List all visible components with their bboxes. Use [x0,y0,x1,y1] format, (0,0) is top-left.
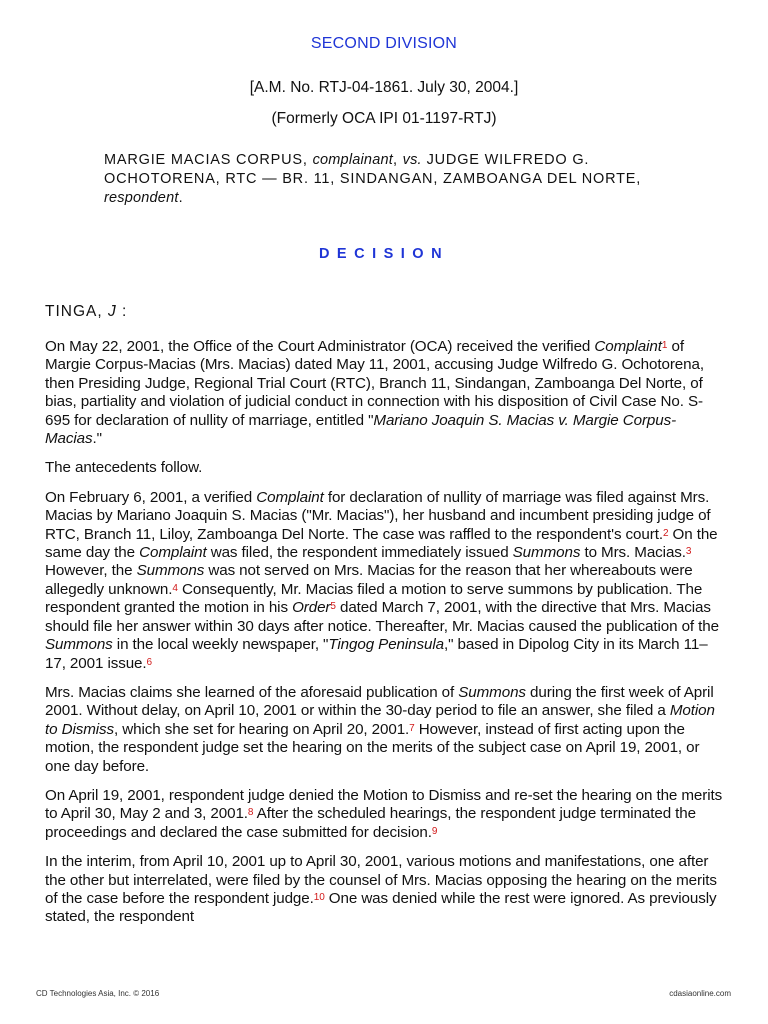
case-parties: MARGIE MACIAS CORPUS, complainant, vs. JUDGE WILFREDO G. OCHOTORENA, RTC — BR. 11, SINDANGAN, ZAMBOANGA DEL NORTE, respondent. [104,152,642,206]
paragraph-1: On May 22, 2001, the Office of the Court Administrator (OCA) received the verified Complaint$^1$ of Margie Corpus-Macias (Mrs. Macias) dated May 11, 2001, accusing Judge Wilfredo G. Ochotorena, then Presiding Judge, Regional Trial Court (RTC), Branch 11, Sindangan, Zamboanga Del Norte, of bias, partiality and violation of judicial conduct in connection with his disposition of Civil Case No. S-695 for declaration of nullity of marriage, entitled "Mariano Joaquin S. Macias v. Margie Corpus-Macias." [45,338,704,448]
footer-copyright: CD Technologies Asia, Inc. © 2016 [36,989,160,998]
ponente-colon: : [122,303,128,320]
paragraph-4: Mrs. Macias claims she learned of the aforesaid publication of Summons during the first week of April 2001. Without delay, on April 10, 2001 or within the 30-day period to file an answer, she filed a Motion to Dismiss, which she set for hearing on April 20, 2001.$^7$ However, instead of first acting upon the motion, the respondent judge set the hearing on the merits of the subject case on April 19, 2001, or one day before. [45,683,715,775]
ponente-suffix: J [107,303,117,320]
complainant-role: complainant [312,152,393,168]
footnote-link[interactable]: 8 [247,807,254,819]
respondent-role: respondent [104,190,179,206]
footnote-link[interactable]: 6 [146,656,152,668]
complainant-name: MARGIE MACIAS CORPUS [104,152,303,168]
decision-body [45,338,725,938]
paragraph-6: In the interim, from April 10, 2001 up to April 30, 2001, various motions and manifestations, one after the other but interrelated, were filed by the counsel of Mrs. Macias opposing the hearing on the merits of the case before the respondent judge.$^{10}$ One was denied while the rest were ignored. As previously stated, the respondent [45,853,717,926]
paragraph-3: On February 6, 2001, a verified Complaint for declaration of nullity of marriage was filed against Mrs. Macias by Mariano Joaquin S. Macias ("Mr. Macias"), her husband and incumbent presiding judge of RTC, Branch 11, Liloy, Zamboanga Del Norte. The case was raffled to the respondent's court.$^2$ On the same day the Complaint was filed, the respondent immediately issued Summons to Mrs. Macias.$^3$ However, the Summons was not served on Mrs. Macias for the reason that her whereabouts were allegedly unknown.$^4$ Consequently, Mr. Macias filed a motion to serve summons by publication. The respondent granted the motion in his Order$^5$ dated March 7, 2001, with the directive that Mrs. Macias should file her answer within 30 days after notice. Thereafter, Mr. Macias caused the publication of the Summons in the local weekly newspaper, "Tingog Peninsula," based in Dipolog City in its March 11–17, 2001 issue.$^6$ [45,488,719,672]
footnote-link[interactable]: 3 [685,546,692,558]
decision-heading: DECISION [318,246,450,262]
respondent-name: JUDGE WILFREDO G. OCHOTORENA, RTC — BR. 11, SINDANGAN, ZAMBOANGA DEL NORTE [104,152,637,187]
footnote-link[interactable]: 2 [662,527,669,539]
formerly-case-number: (Formerly OCA IPI 01-1197-RTJ) [271,110,497,127]
ponente [45,303,127,321]
footnote-link[interactable]: 7 [409,722,415,734]
footnote-link[interactable]: 10 [313,891,325,903]
footnote-link[interactable]: 5 [330,601,336,613]
division-heading: SECOND DIVISION [310,35,458,52]
paragraph-2: The antecedents follow. [45,459,203,477]
footnote-link[interactable]: 9 [431,825,438,837]
footnote-link[interactable]: 4 [172,582,178,594]
footer-website: cdasiaonline.com [669,989,731,998]
versus-label: vs. [402,152,422,168]
case-number: [A.M. No. RTJ-04-1861. July 30, 2004.] [249,79,519,96]
footnote-link[interactable]: 1 [661,340,668,351]
paragraph-5: On April 19, 2001, respondent judge denied the Motion to Dismiss and re-set the hearing on the merits to April 30, May 2 and 3, 2001.$^8$ After the scheduled hearings, the respondent judge terminated the proceedings and declared the case submitted for decision.$^9$ [45,786,723,841]
ponente-name: TINGA, [45,303,103,320]
